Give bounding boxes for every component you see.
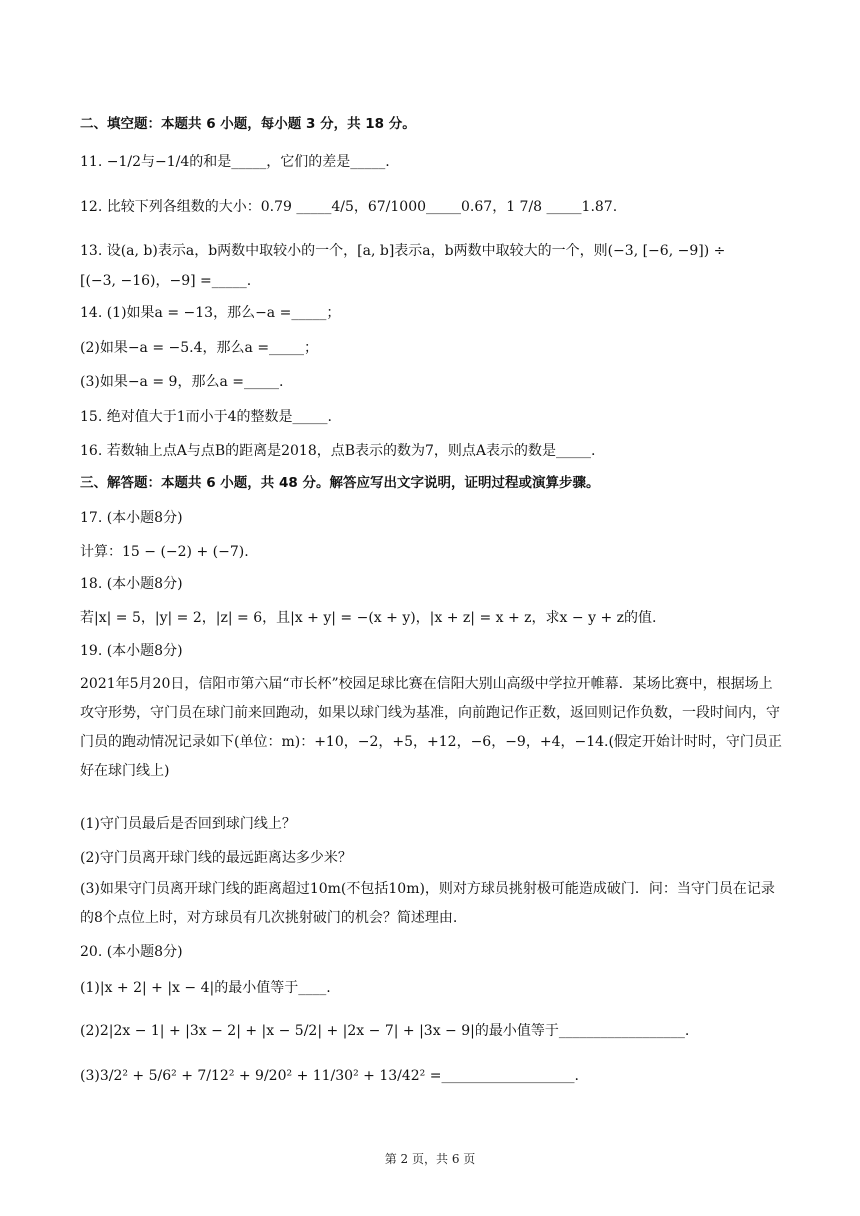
question-17-body: 计算：15 − (−2) + (−7). xyxy=(80,544,249,560)
question-18-heading: 18. (本小题8分) xyxy=(80,576,183,592)
question-12: 12. 比较下列各组数的大小：0.79 _____4/5，67/1000_____0.67，1 7/8 _____1.87. xyxy=(80,199,618,215)
question-13-line-1: 13. 设(a, b)表示a，b两数中取较小的一个，[a, b]表示a，b两数中取较大的一个，则(−3, [−6, −9]) ÷ xyxy=(80,243,726,259)
question-16: 16. 若数轴上点A与点B的距离是2018，点B表示的数为7，则点A表示的数是_____. xyxy=(80,443,596,459)
question-14-part-2: (2)如果−a = −5.4，那么a =_____； xyxy=(80,340,319,356)
question-19-part-1: (1)守门员最后是否回到球门线上？ xyxy=(80,816,296,832)
page-footer: 第 2 页，共 6 页 xyxy=(384,1152,476,1166)
question-14-part-1: 14. (1)如果a = −13，那么−a =_____； xyxy=(80,305,341,321)
question-13-line-2: [(−3, −16)，−9] =_____. xyxy=(80,273,252,289)
question-15: 15. 绝对值大于1而小于4的整数是_____. xyxy=(80,409,332,425)
question-19-body: 2021年5月20日，信阳市第六届“市长杯”校园足球比赛在信阳大别山高级中学拉开帷幕．某场比赛中，根据场上攻守形势，守门员在球门前来回跑动，如果以球门线为基准，向前跑记作正数，返回则记作负数，一段时间内，守门员的跑动情况记录如下(单位：m)：+10，−2，+5，+12，−6，−9，+4，−14.(假定开始计时时，守门员正好在球门线上) xyxy=(80,676,782,779)
question-11: 11. −1/2与−1/4的和是_____，它们的差是_____. xyxy=(80,154,390,170)
section-heading-answer: 三、解答题：本题共 6 小题，共 48 分。解答应写出文字说明，证明过程或演算步骤。 xyxy=(80,475,600,491)
question-14-part-3: (3)如果−a = 9，那么a =_____. xyxy=(80,374,284,390)
question-19-heading: 19. (本小题8分) xyxy=(80,643,183,659)
question-19-part-2: (2)守门员离开球门线的最远距离达多少米？ xyxy=(80,850,352,866)
question-17-heading: 17. (本小题8分) xyxy=(80,510,183,526)
question-19-part-3: (3)如果守门员离开球门线的距离超过10m(不包括10m)，则对方球员挑射极可能造成破门．问：当守门员在记录的8个点位上时，对方球员有几次挑射破门的机会？简述理由. xyxy=(80,881,775,926)
question-20-part-3: (3)3/2² + 5/6² + 7/12² + 9/20² + 11/30² + 13/42² =___________________. xyxy=(80,1068,579,1084)
question-20-part-2: (2)2|2x − 1| + |3x − 2| + |x − 5/2| + |2x − 7| + |3x − 9|的最小值等于__________________. xyxy=(80,1023,690,1039)
section-heading-fill-blank: 二、填空题：本题共 6 小题，每小题 3 分，共 18 分。 xyxy=(80,116,416,132)
question-18-body: 若|x| = 5，|y| = 2，|z| = 6，且|x + y| = −(x + y)，|x + z| = x + z，求x − y + z的值. xyxy=(80,610,657,626)
question-20-part-1: (1)|x + 2| + |x − 4|的最小值等于____. xyxy=(80,980,331,996)
question-20-heading: 20. (本小题8分) xyxy=(80,944,183,960)
